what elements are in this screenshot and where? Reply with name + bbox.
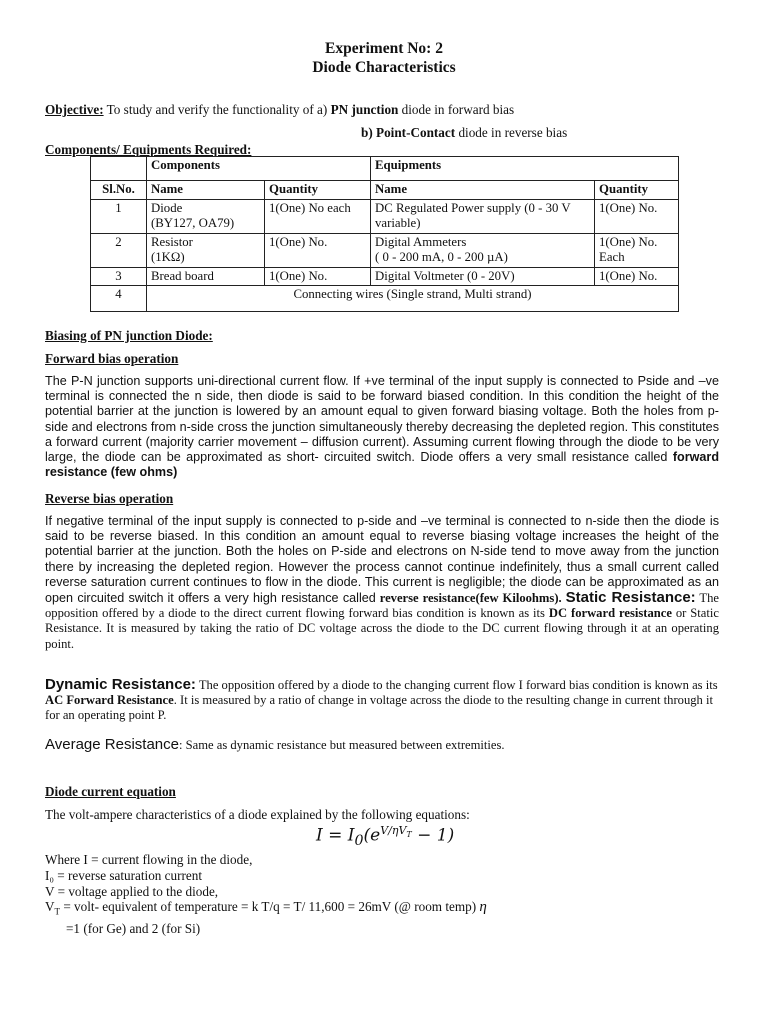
reverse-bias-heading: Reverse bias operation [45,491,174,506]
table-cell-merged: Connecting wires (Single strand, Multi strand) [147,286,679,312]
table-header-cell [91,157,147,181]
table-group-header-equipments: Equipments [371,157,679,181]
table-cell-comp-qty: 1(One) No. [265,233,371,267]
table-header-comp-qty: Quantity [265,181,371,200]
objective-text-a-suffix: diode in forward bias [401,102,515,117]
table-cell-comp-name: Bread board [147,267,265,286]
table-cell-comp-name: Resistor (1KΩ) [147,233,265,267]
objective-term-b: Point-Contact [376,125,456,140]
reverse-bias-tail: it offers a very high resistance called [167,591,376,606]
equation-close: − 1) [411,825,455,846]
table-cell-comp-qty: 1(One) No each [265,199,371,233]
components-table [90,156,679,312]
biasing-heading: Biasing of PN junction Diode: [45,328,213,343]
objective-text-b-suffix: diode in reverse bias [458,125,568,140]
eta-symbol: η [479,899,487,916]
table-cell-sl: 2 [91,233,147,267]
table-row [91,286,679,312]
definition-thermal-voltage [45,899,487,920]
table-cell-equip-qty: 1(One) No. Each [595,233,679,267]
objective-text-a-prefix: To study and verify the functionality of a) [106,102,328,117]
table-cell-sl: 3 [91,267,147,286]
table-group-header-components: Components [147,157,371,181]
static-text-a: The opposition offered by a diode to the direct current flowing forward bias condition is known as its [45,591,719,621]
table-cell-equip-qty: 1(One) No. [595,199,679,233]
forward-bias-body: The P-N junction supports uni-directional current flow. If +ve terminal of the input supply is connected to Pside and –ve terminal is connected the n side, then diode is said to be forward biased condition. In this condition the height of the potential barrier at the junction is lowered by an amount equal to given forward biasing voltage. Both the holes from p-side and electrons from n-side cross the junction simultaneously thereby decreasing the depleted region. This constitutes a forward current (majority carrier movement – diffusion current). Assuming current flowing through the diode to be very large, the diode can be approximated as short- circuited switch. [45,374,719,465]
dynamic-resistance-paragraph [45,677,719,724]
average-resistance-label: Average Resistance [45,736,179,753]
table-cell-equip-qty: 1(One) No. [595,267,679,286]
table-column-header-row [91,181,679,200]
average-text: : Same as dynamic resistance but measured between extremities. [178,738,505,752]
equation-exponent: V/ηV [380,824,407,837]
table-row [91,233,679,267]
dynamic-resistance-label: Dynamic Resistance: [45,676,196,693]
objective-term-b-prefix: b) [361,125,373,140]
table-group-header-row [91,157,679,181]
vt-subscript: T [54,907,61,918]
objective-label: Objective: [45,102,104,117]
table-cell-sl: 4 [91,286,147,312]
definition-current: Where I = current flowing in the diode, [45,852,253,867]
vt-symbol: V [45,899,55,915]
document-title: Diode Characteristics [312,59,456,76]
equation-sub: 0 [354,833,364,850]
objective-line-b [361,125,567,141]
table-header-equip-qty: Quantity [595,181,679,200]
forward-bias-heading: Forward bias operation [45,351,179,366]
definition-voltage: V = voltage applied to the diode, [45,883,219,899]
equation-exponent-sub: T [406,830,412,840]
table-cell-equip-name: Digital Ammeters ( 0 - 200 mA, 0 - 200 µA) [371,233,595,267]
reverse-resistance-term: reverse resistance(few Kiloohms) [379,591,559,606]
table-cell-equip-name: DC Regulated Power supply (0 - 30 V variable) [371,199,595,233]
objective-line-a [45,102,514,118]
diode-equation-heading: Diode current equation [45,784,176,799]
reverse-bias-body: If negative terminal of the input supply is connected to p-side and –ve terminal is connected to n-side then the diode is said to be reverse biased. In this condition an amount equal to reverse biasing voltage increases the height of the potential barrier at the junction. Both the holes on P-side and electrons on N-side tend to move away from the junction there by increasing the depleted region. However the process cannot continue indefinitely, thus a small current called reverse saturation current continues to flow in the diode. This current is negligible; the diode can be approximated as an open circuited switch [45,514,719,606]
reverse-bias-paragraph [45,514,719,652]
diode-current-equation [316,824,454,849]
dynamic-text-b: . It is measured by a ratio of change in voltage across the diode to the resulting change in current through it for an operating point P. [45,693,713,723]
forward-resistance-term: forward resistance (few ohms) [45,450,720,480]
table-row [91,267,679,286]
table-cell-equip-name: Digital Voltmeter (0 - 20V) [371,267,595,286]
equation-open: (e [363,825,381,846]
forward-bias-paragraph [45,374,719,480]
static-bold-term: DC forward resistance [548,606,672,621]
forward-bias-last-prefix: Diode offers a very small resistance called [420,450,668,465]
diode-equation-intro: The volt-ampere characteristics of a diode explained by the following equations: [45,807,470,822]
vt-definition: = volt- equivalent of temperature = k T/q = T/ 11,600 = 26mV (@ room temp) [63,899,477,915]
equation-definitions [45,852,487,937]
definition-saturation-current: I₀ = reverse saturation current [45,867,203,883]
table-cell-comp-name: Diode (BY127, OA79) [147,199,265,233]
equation-lhs: I = I [316,825,355,846]
table-row [91,199,679,233]
static-resistance-label: Static Resistance: [565,589,696,607]
table-header-comp-name: Name [147,181,265,200]
dynamic-bold-term: AC Forward Resistance [45,693,174,708]
objective-term-a: PN junction [330,102,399,117]
average-resistance-paragraph [45,737,719,753]
table-header-sl: Sl.No. [91,181,147,200]
components-heading: Components/ Equipments Required: [45,142,252,157]
definition-eta-values: =1 (for Ge) and 2 (for Si) [66,920,201,936]
experiment-number: Experiment No: 2 [325,40,443,57]
reverse-tail-end: . [558,591,562,606]
table-cell-comp-qty: 1(One) No. [265,267,371,286]
dynamic-text-a: The opposition offered by a diode to the changing current flow I forward bias condition is known as its [198,678,718,692]
static-text-b: or Static Resistance. It is measured by taking the ratio of DC voltage across the diode to the DC current flowing through it at an operating point. [45,606,719,651]
table-cell-sl: 1 [91,199,147,233]
table-header-equip-name: Name [371,181,595,200]
